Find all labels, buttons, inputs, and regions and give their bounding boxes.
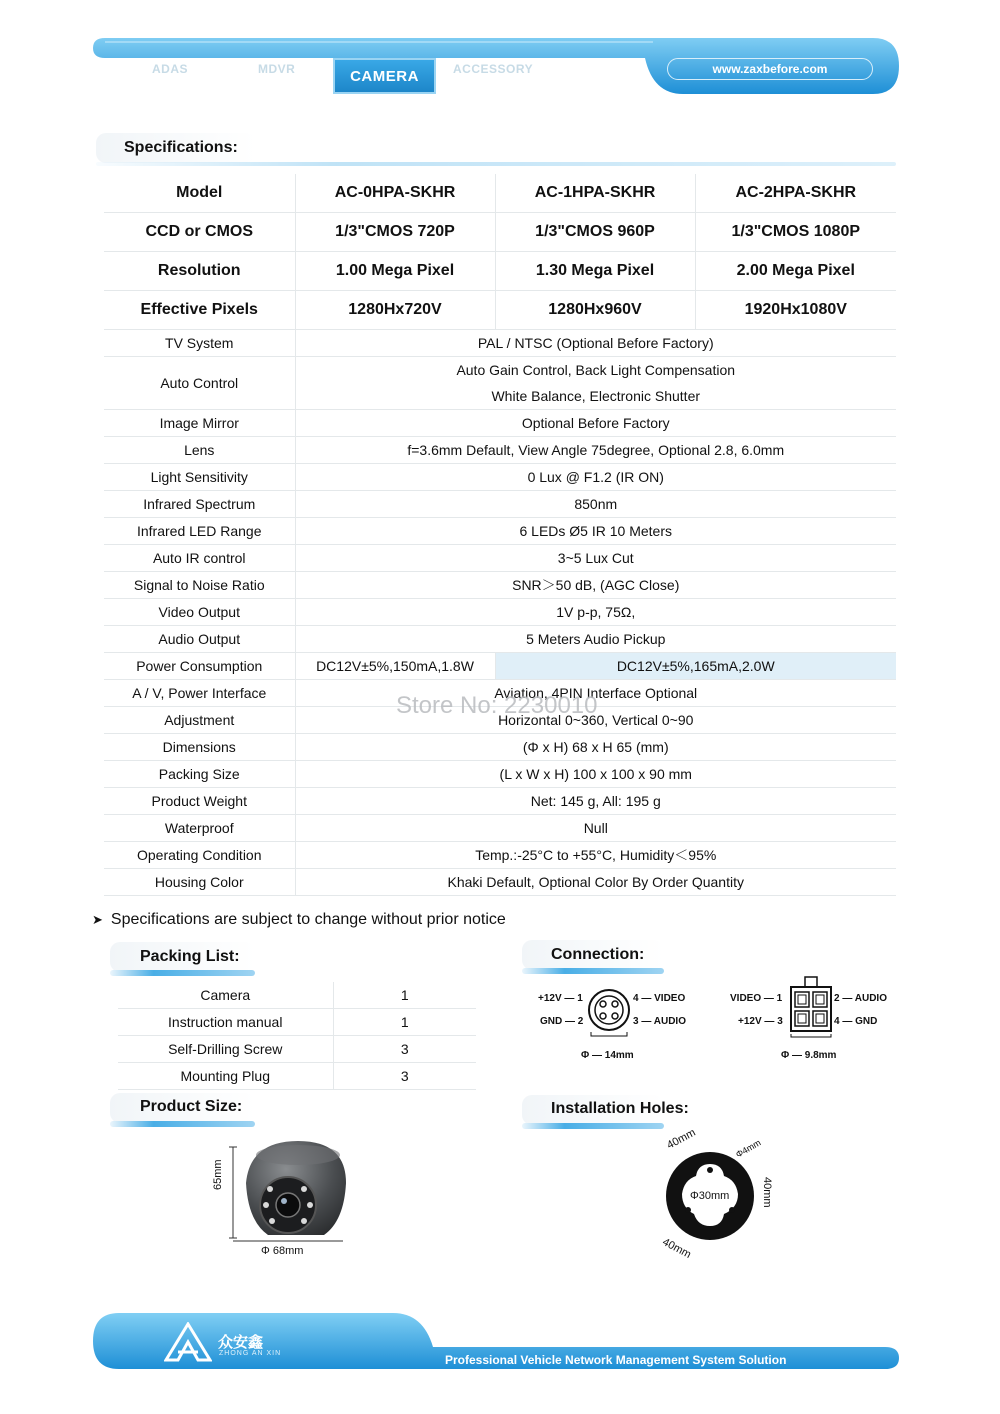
spec-value: 1/3"CMOS 960P <box>495 213 695 252</box>
spec-value: Temp.:-25°C to +55°C, Humidity＜95% <box>295 842 896 869</box>
spec-value: AC-2HPA-SKHR <box>695 174 896 213</box>
pack-qty: 3 <box>333 1036 476 1063</box>
product-height-label: 65mm <box>212 1159 224 1190</box>
round-size-label: Φ — 14mm <box>581 1050 634 1061</box>
square-connector-diagram <box>789 976 833 1038</box>
connection-title: Connection: <box>551 946 645 963</box>
spec-label: Infrared Spectrum <box>104 491 295 518</box>
square-pin1-label: VIDEO — 1 <box>730 993 783 1004</box>
table-row <box>104 291 896 330</box>
product-size-title: Product Size: <box>140 1098 243 1115</box>
square-pin3-label: +12V — 3 <box>738 1016 783 1027</box>
spec-label: Product Weight <box>104 788 295 815</box>
spec-value: Aviation, 4PIN Interface Optional <box>295 680 896 707</box>
spec-label: Adjustment <box>104 707 295 734</box>
spec-value: AC-1HPA-SKHR <box>495 174 695 213</box>
nav-camera-active[interactable]: CAMERA <box>333 58 436 94</box>
table-row <box>104 213 896 252</box>
round-pin1-label: +12V — 1 <box>538 993 583 1004</box>
table-row <box>118 982 476 1009</box>
spec-label: Dimensions <box>104 734 295 761</box>
table-row <box>104 815 896 842</box>
spec-value: 1/3"CMOS 1080P <box>695 213 896 252</box>
table-row <box>104 357 896 410</box>
product-size-underline <box>110 1121 255 1127</box>
spec-label: Audio Output <box>104 626 295 653</box>
spec-label: Resolution <box>104 252 295 291</box>
spec-value: (L x W x H) 100 x 100 x 90 mm <box>295 761 896 788</box>
table-row <box>104 653 896 680</box>
spec-label: CCD or CMOS <box>104 213 295 252</box>
spec-label: TV System <box>104 330 295 357</box>
spec-label: Lens <box>104 437 295 464</box>
spec-value: 1V p-p, 75Ω, <box>295 599 896 626</box>
spec-value: 1280Hx960V <box>495 291 695 330</box>
spec-value: (Φ x H) 68 x H 65 (mm) <box>295 734 896 761</box>
footer-slogan: Professional Vehicle Network Management System Solution <box>445 1353 787 1367</box>
spec-value: Null <box>295 815 896 842</box>
spec-value: 5 Meters Audio Pickup <box>295 626 896 653</box>
spec-value: 3~5 Lux Cut <box>295 545 896 572</box>
table-row <box>104 599 896 626</box>
spec-label: Housing Color <box>104 869 295 896</box>
logo-en-text: ZHONG AN XIN <box>219 1350 282 1357</box>
pack-item: Self-Drilling Screw <box>118 1036 333 1063</box>
spec-value: Khaki Default, Optional Color By Order Quantity <box>295 869 896 896</box>
spec-value: 1920Hx1080V <box>695 291 896 330</box>
spec-value: 6 LEDs Ø5 IR 10 Meters <box>295 518 896 545</box>
install-right-label: 40mm <box>761 1177 773 1208</box>
company-logo-icon <box>164 1322 212 1362</box>
table-row <box>104 869 896 896</box>
table-row <box>104 330 896 357</box>
spec-value: 0 Lux @ F1.2 (IR ON) <box>295 464 896 491</box>
nav-mdvr[interactable]: MDVR <box>258 62 296 76</box>
spec-label: Infrared LED Range <box>104 518 295 545</box>
table-row <box>104 491 896 518</box>
arrow-bullet-icon: ➤ <box>92 912 103 927</box>
spec-value-line: White Balance, Electronic Shutter <box>491 388 701 404</box>
spec-value: AC-0HPA-SKHR <box>295 174 495 213</box>
table-row <box>104 734 896 761</box>
pack-qty: 1 <box>333 982 476 1009</box>
round-pin4-label: 4 — VIDEO <box>633 993 686 1004</box>
product-diameter-label: Φ 68mm <box>261 1245 304 1257</box>
spec-label: Packing Size <box>104 761 295 788</box>
spec-label: Model <box>104 174 295 213</box>
table-row <box>118 1063 476 1090</box>
specifications-underline <box>96 162 896 166</box>
table-row <box>104 761 896 788</box>
pack-item: Instruction manual <box>118 1009 333 1036</box>
dome-camera-image <box>228 1135 350 1245</box>
installation-title: Installation Holes: <box>551 1100 689 1117</box>
round-pin3-label: 3 — AUDIO <box>633 1016 686 1027</box>
packing-table <box>118 982 476 1090</box>
spec-value: DC12V±5%,150mA,1.8W <box>295 653 495 680</box>
store-watermark: Store No: 2230010 <box>396 692 598 719</box>
table-row <box>118 1036 476 1063</box>
pack-qty: 3 <box>333 1063 476 1090</box>
spec-label: Power Consumption <box>104 653 295 680</box>
spec-label: Image Mirror <box>104 410 295 437</box>
packing-title: Packing List: <box>140 948 240 965</box>
spec-value: SNR＞50 dB, (AGC Close) <box>295 572 896 599</box>
spec-label: Video Output <box>104 599 295 626</box>
table-row <box>104 464 896 491</box>
pack-qty: 1 <box>333 1009 476 1036</box>
spec-label: Light Sensitivity <box>104 464 295 491</box>
spec-value: 2.00 Mega Pixel <box>695 252 896 291</box>
nav-adas[interactable]: ADAS <box>152 62 189 76</box>
spec-table <box>104 174 896 896</box>
logo-cn-text: 众安鑫 <box>218 1334 264 1351</box>
pack-item: Camera <box>118 982 333 1009</box>
nav-accessory[interactable]: ACCESSORY <box>453 62 534 76</box>
spec-value-line: Auto Gain Control, Back Light Compensation <box>456 362 736 378</box>
spec-label: Operating Condition <box>104 842 295 869</box>
table-row <box>104 518 896 545</box>
spec-label: Signal to Noise Ratio <box>104 572 295 599</box>
square-pin2-label: 2 — AUDIO <box>834 993 887 1004</box>
square-pin4-label: 4 — GND <box>834 1016 878 1027</box>
table-row <box>104 252 896 291</box>
table-row <box>104 626 896 653</box>
install-bottom-label: 40mm <box>660 1236 693 1261</box>
spec-value-highlight: DC12V±5%,165mA,2.0W <box>495 653 896 680</box>
spec-value: 1280Hx720V <box>295 291 495 330</box>
spec-value: Net: 145 g, All: 195 g <box>295 788 896 815</box>
table-row <box>118 1009 476 1036</box>
packing-underline <box>110 970 255 976</box>
spec-label: Auto IR control <box>104 545 295 572</box>
spec-value: Horizontal 0~360, Vertical 0~90 <box>295 707 896 734</box>
spec-value: Optional Before Factory <box>295 410 896 437</box>
website-link[interactable]: www.zaxbefore.com <box>667 58 873 80</box>
table-row <box>104 174 896 213</box>
specifications-title: Specifications: <box>124 139 238 156</box>
spec-value: PAL / NTSC (Optional Before Factory) <box>295 330 896 357</box>
round-connector-diagram <box>586 988 632 1038</box>
spec-note-text: Specifications are subject to change without prior notice <box>110 911 506 928</box>
spec-note <box>92 911 506 929</box>
round-pin2-label: GND — 2 <box>540 1016 584 1027</box>
spec-value <box>295 357 896 410</box>
spec-value: 1.00 Mega Pixel <box>295 252 495 291</box>
spec-label: Auto Control <box>104 357 295 410</box>
spec-label: Effective Pixels <box>104 291 295 330</box>
spec-value: 1.30 Mega Pixel <box>495 252 695 291</box>
install-center-label: Φ30mm <box>690 1190 730 1202</box>
install-hole-label: Φ4mm <box>734 1137 763 1160</box>
table-row <box>104 572 896 599</box>
spec-value: f=3.6mm Default, View Angle 75degree, Optional 2.8, 6.0mm <box>295 437 896 464</box>
table-row <box>104 788 896 815</box>
spec-value: 850nm <box>295 491 896 518</box>
pack-item: Mounting Plug <box>118 1063 333 1090</box>
spec-label: Waterproof <box>104 815 295 842</box>
spec-value: 1/3"CMOS 720P <box>295 213 495 252</box>
installation-underline <box>522 1123 664 1129</box>
table-row <box>104 437 896 464</box>
connection-underline <box>522 968 664 974</box>
table-row <box>104 842 896 869</box>
table-row <box>104 410 896 437</box>
square-size-label: Φ — 9.8mm <box>781 1050 837 1061</box>
install-top-label: 40mm <box>665 1126 698 1152</box>
spec-label: A / V, Power Interface <box>104 680 295 707</box>
table-row <box>104 545 896 572</box>
